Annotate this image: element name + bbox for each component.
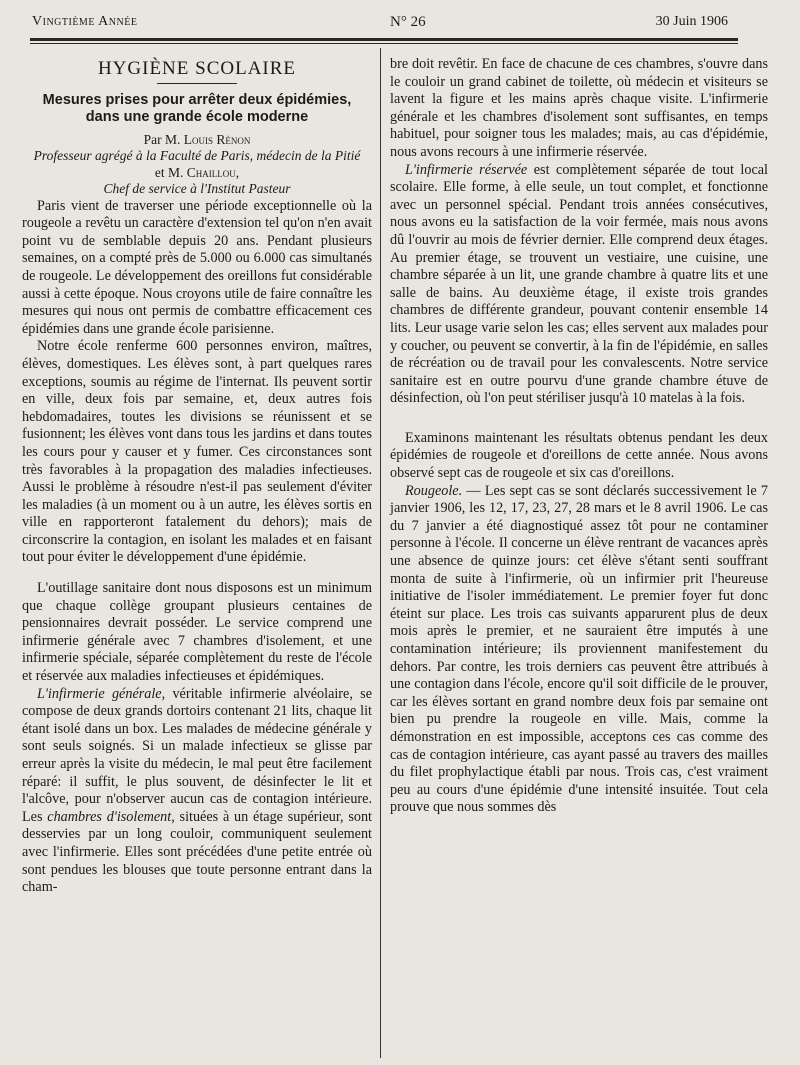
section-title: HYGIÈNE SCOLAIRE — [97, 58, 297, 79]
paragraph-intro: Paris vient de traverser une période exceptionnelle où la rougeole a revêtu un caractère d'extension tel qu'on n'en avait point vu de semblable depuis 20 ans. Pendant plusieurs semaines, on a compté près de 5.000 ou 6.000 cas simultanés de rougeole. Le développement des oreillons fut considérable aussi à cette époque. Nous croyons utile de faire connaître les mesures qui nous ont permis de combattre efficacement ces épidémies dans une grande école parisienne. — [22, 197, 372, 337]
paragraph-results: Examinons maintenant les résultats obtenus pendant les deux épidémies de rougeole et d'oreillons de cette année. Nous avons observé sept cas de rougeole et six cas d'oreillons. — [390, 429, 768, 482]
title-rule — [157, 83, 237, 84]
author-2: et M. Chaillou, — [154, 164, 240, 180]
paragraph-equipment: L'outillage sanitaire dont nous disposons est un minimum que chaque collège groupant plusieurs centaines de pensionnaires devrait posséder. Le service comprend une infirmerie générale avec 7 chambres d'isolement, et une infirmerie spéciale, séparée complètement du reste de l'école et réservée aux maladies infectieuses et épidémiques. — [22, 580, 372, 685]
author-2-name: Chaillou, — [186, 164, 240, 180]
byline — [22, 132, 372, 198]
author-1: Par M. Louis Rénon — [143, 131, 251, 147]
author-1-title: Professeur agrégé à la Faculté de Paris, médecin de la Pitié — [33, 148, 361, 164]
right-column — [390, 56, 768, 817]
left-column — [22, 56, 372, 897]
author-1-name: Louis Rénon — [183, 131, 251, 147]
subtitle-line-1: Mesures prises pour arrêter deux épidémies, — [42, 91, 352, 108]
header-year: Vingtième Année — [32, 14, 138, 29]
paragraph-general-infirmary: L'infirmerie générale, véritable infirmerie alvéolaire, se compose de deux grands dortoirs contenant 21 lits, chaque lit étant isolé dans un box. Les malades de médecine générale y sont seuls soignés. Si un malade infectieux se glisse par erreur après la visite du médecin, le mal peut être facilement réparé: il suffit, le plus souvent, de désinfecter le lit et l'alcôve, pour n'observer aucun cas de contagion intérieure. Les chambres d'isolement, situées à un étage supérieur, sont desservies par un long couloir, communiquent seulement avec l'infirmerie. Elles sont précédées d'une petite entrée où sont pendues les blouses que toute personne entrant dans la cham- — [22, 685, 372, 896]
header-rule-thick — [30, 38, 738, 41]
running-header — [32, 14, 728, 36]
author-2-title: Chef de service à l'Institut Pasteur — [103, 181, 291, 197]
paragraph-school: Notre école renferme 600 personnes environ, maîtres, élèves, domestiques. Les élèves sont, à part quelques rares exceptions, soumis au régime de l'internat. Ils peuvent sortir en ville, deux fois par semaine, et, deux autres fois hebdomadaires, toutes les divisions se réunissent et se fusionnent; les élèves vont dans tous les jardins et dans toutes les cours pour y causer et y fumer. Ces circonstances sont très favorables à la propagation des maladies infectieuses. Aussi le problème à résoudre n'est-il pas seulement d'éviter les maladies (à un moment ou à un autre, les élèves sortis en ville en rapporteront fatalement du dehors); mais de circonscrire la contagion, en isolant les malades et en faisant tout pour éviter le développement d'une épidémie. — [22, 338, 372, 566]
header-date: 30 Juin 1906 — [655, 14, 728, 29]
column-divider — [380, 48, 381, 1058]
subtitle-line-2: dans une grande école moderne — [85, 108, 309, 125]
header-rule-thin — [30, 43, 738, 44]
paragraph-isolation-rooms: bre doit revêtir. En face de chacune de ces chambres, s'ouvre dans le couloir un grand cabinet de toilette, où médecin et visiteurs se lavent la figure et les mains après chaque visite. L'infirmerie générale et les chambres d'isolement sont suffisantes, en temps habituel, pour soigner tous les malades; mais, au cas d'épidémie, nous avons recours à une infirmerie réservée. — [390, 56, 768, 160]
paragraph-measles: Rougeole. — Les sept cas se sont déclarés successivement le 7 janvier 1906, les 12, 17, 23, 27, 28 mars et le 8 avril 1906. Le cas du 7 janvier a été diagnostiqué assez tôt pour ne contaminer personne à l'école. Il concerne un élève rentrant de vacances après une absence de quinze jours: cet élève s'étant senti souffrant monta de suite à l'infirmerie, où un infirmier prit l'heureuse initiative de l'isoler immédiatement. Le premier foyer fut donc éteint sur place. Les trois cas suivants apparurent plus de deux mois après le premier, et ne sauraient être imputés à une contamination intérieure; ils proviennent manifestement du dehors. Par contre, les trois derniers cas peuvent être attribués à une contagion dans l'école, encore qu'il soit difficile de le prouver, car les élèves sortant en grand nombre deux fois par semaine ont bien pu prendre la rougeole en ville. Mais, comme la démonstration en est impossible, acceptons ces cas comme des cas de contagion intérieure, cas ayant passé au travers des mailles du filet prophylactique établi par nous. Trois cas, c'est vraiment peu au cours d'une épidémie d'une intensité insuitée. Tout cela prouve que nous sommes dès — [390, 482, 768, 816]
header-issue-number: N° 26 — [390, 14, 426, 30]
paragraph-reserved-infirmary: L'infirmerie réservée est complètement séparée de tout local scolaire. Elle forme, à elle seule, un tout complet, et fonctionne avec un personnel spécial. Pendant trois années consécutives, nous avons eu la satisfaction de la voir fermée, mais nous avons dû l'ouvrir au mois de février dernier. Elle comprend deux étages. Au premier étage, se trouvent un vestiaire, une cuisine, une chambre séparée à un lit, une grande chambre à quatre lits et une salle de bains. Au deuxième étage, il existe trois grandes chambres de différente grandeur, pouvant contenir ensemble 14 lits. Leur usage varie selon les cas; elles servent aux malades pour y coucher, ou peuvent se convertir, à la fin de l'épidémie, en salles de récréation ou de travail pour les convalescents. Notre service sanitaire est en outre pourvu d'une grande chambre étuve de désinfection, où l'on peut stériliser jusqu'à 10 matelas à la fois. — [390, 161, 769, 407]
article-subtitle — [22, 92, 372, 126]
